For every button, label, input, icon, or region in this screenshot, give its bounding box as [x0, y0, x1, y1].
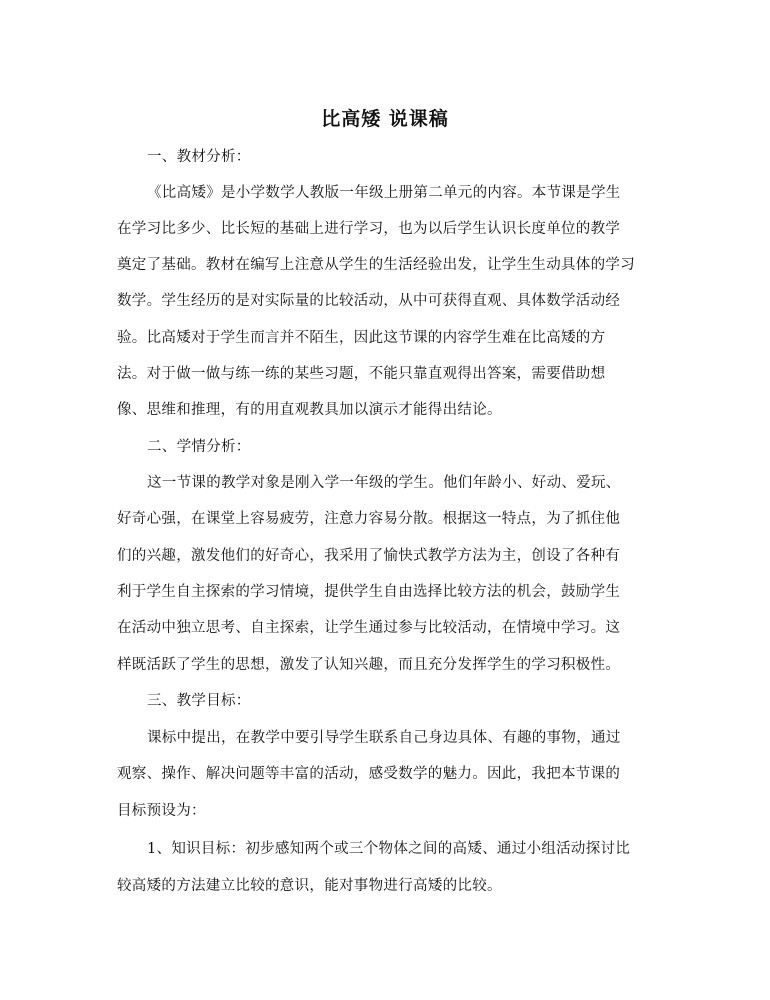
- document-title: 比高矮 说课稿: [321, 108, 449, 130]
- paragraph-line: 法。对于做一做与练一练的某些习题，不能只靠直观得出答案，需要借助想: [117, 366, 606, 382]
- paragraph-line: 这一节课的教学对象是刚入学一年级的学生。他们年龄小、好动、爱玩、: [147, 475, 621, 491]
- paragraph-line: 观察、操作、解决问题等丰富的活动，感受数学的魅力。因此，我把本节课的: [117, 766, 621, 782]
- section-heading-student-analysis: 二、学情分析：: [147, 439, 251, 455]
- paragraph-line: 《比高矮》是小学数学人教版一年级上册第二单元的内容。本节课是学生: [147, 185, 621, 201]
- paragraph-line: 1、知识目标：初步感知两个或三个物体之间的高矮、通过小组活动探讨比: [147, 841, 631, 857]
- paragraph-line: 在活动中独立思考、自主探索，让学生通过参与比较活动，在情境中学习。这: [117, 620, 621, 636]
- paragraph-line: 目标预设为：: [117, 803, 206, 819]
- section-heading-teaching-goals: 三、教学目标：: [147, 693, 251, 709]
- paragraph-line: 好奇心强，在课堂上容易疲劳，注意力容易分散。根据这一特点，为了抓住他: [117, 511, 621, 527]
- section-heading-textbook-analysis: 一、教材分析：: [147, 149, 251, 165]
- paragraph-line: 们的兴趣，激发他们的好奇心，我采用了愉快式教学方法为主，创设了各种有: [117, 548, 621, 564]
- paragraph-line: 样既活跃了学生的思想，激发了认知兴趣，而且充分发挥学生的学习积极性。: [117, 657, 621, 673]
- paragraph-line: 利于学生自主探索的学习情境，提供学生自由选择比较方法的机会，鼓励学生: [117, 584, 621, 600]
- paragraph-line: 奠定了基础。教材在编写上注意从学生的生活经验出发，让学生生动具体的学习: [117, 257, 635, 273]
- paragraph-line: 验。比高矮对于学生而言并不陌生，因此这节课的内容学生难在比高矮的方: [117, 330, 606, 346]
- paragraph-line: 在学习比多少、比长短的基础上进行学习，也为以后学生认识长度单位的教学: [117, 221, 621, 237]
- paragraph-line: 像、思维和推理，有的用直观教具加以演示才能得出结论。: [117, 402, 502, 418]
- paragraph-line: 课标中提出，在教学中要引导学生联系自己身边具体、有趣的事物，通过: [147, 730, 621, 746]
- paragraph-line: 数学。学生经历的是对实际量的比较活动，从中可获得直观、具体数学活动经: [117, 293, 621, 309]
- paragraph-line: 较高矮的方法建立比较的意识，能对事物进行高矮的比较。: [117, 878, 502, 894]
